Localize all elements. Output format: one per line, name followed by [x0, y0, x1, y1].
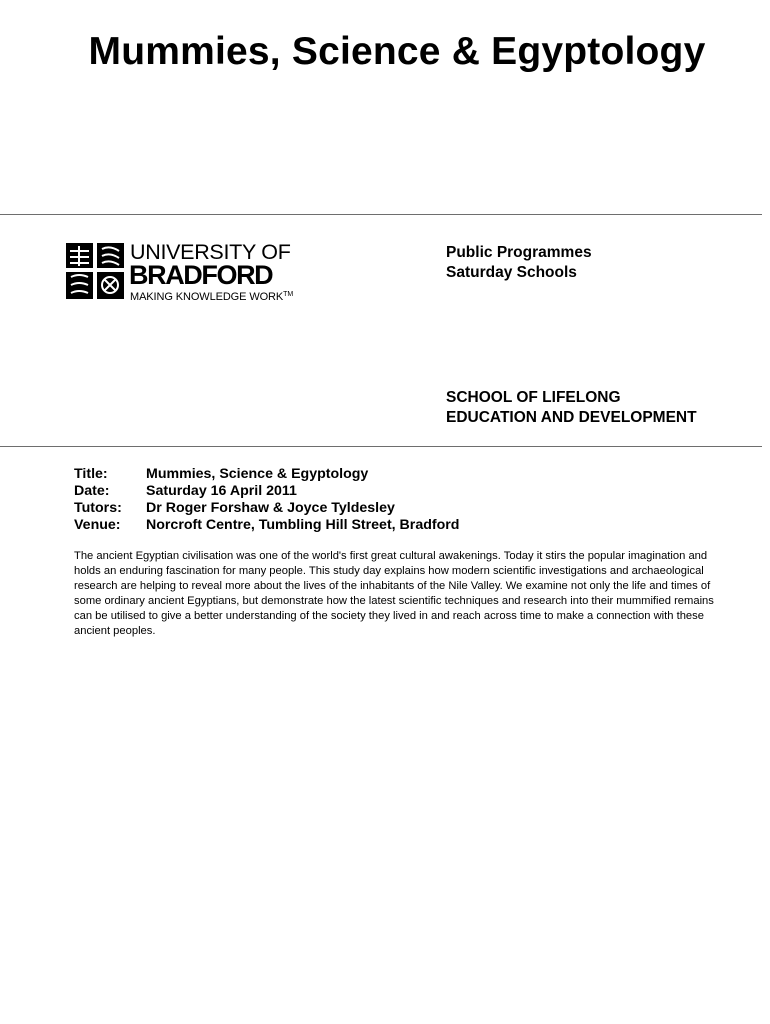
- detail-label: Tutors:: [74, 500, 122, 516]
- detail-value: Dr Roger Forshaw & Joyce Tyldesley: [146, 500, 395, 516]
- logo-bradford: BRADFORD: [129, 260, 273, 290]
- course-description: The ancient Egyptian civilisation was one of the world's first great cultural awakenings. Today it stirs the popular imagination and holds an enduring fascination for many people. This study day explains how modern scientific investigations and archaeological research are helping to reveal more about the lives of the inhabitants of the Nile Valley. We examine not only the life and times of some ordinary ancient Egyptians, but demonstrate how the latest scientific techniques and research into their mummified remains can be utilised to give a better understanding of the society they lived in and reach across time to make a connection with these ancient peoples.: [74, 550, 714, 637]
- detail-row-venue: [74, 517, 459, 534]
- programme-line: Saturday Schools: [446, 264, 577, 281]
- school-heading: [446, 388, 697, 428]
- bottom-divider: [0, 446, 762, 447]
- course-details: [74, 466, 459, 534]
- page-title: Mummies, Science & Egyptology: [88, 30, 706, 73]
- top-divider: [0, 214, 762, 215]
- crest-icon: [66, 243, 126, 299]
- detail-row-date: [74, 483, 459, 500]
- university-logo: [66, 240, 306, 303]
- detail-label: Title:: [74, 466, 108, 482]
- detail-value: Saturday 16 April 2011: [146, 483, 297, 499]
- detail-value: Mummies, Science & Egyptology: [146, 466, 369, 482]
- logo-tagline: MAKING KNOWLEDGE WORK™: [130, 291, 294, 303]
- trademark-mark: TM: [283, 291, 294, 298]
- detail-row-tutors: [74, 500, 459, 517]
- detail-row-title: [74, 466, 459, 483]
- detail-value: Norcroft Centre, Tumbling Hill Street, Bradford: [146, 517, 460, 533]
- detail-label: Date:: [74, 483, 110, 499]
- programme-heading: [446, 243, 592, 283]
- detail-label: Venue:: [74, 517, 121, 533]
- logo-university-of: UNIVERSITY OF: [130, 240, 291, 264]
- programme-line: Public Programmes: [446, 244, 592, 261]
- school-line: EDUCATION AND DEVELOPMENT: [446, 409, 697, 426]
- school-line: SCHOOL OF LIFELONG: [446, 389, 621, 406]
